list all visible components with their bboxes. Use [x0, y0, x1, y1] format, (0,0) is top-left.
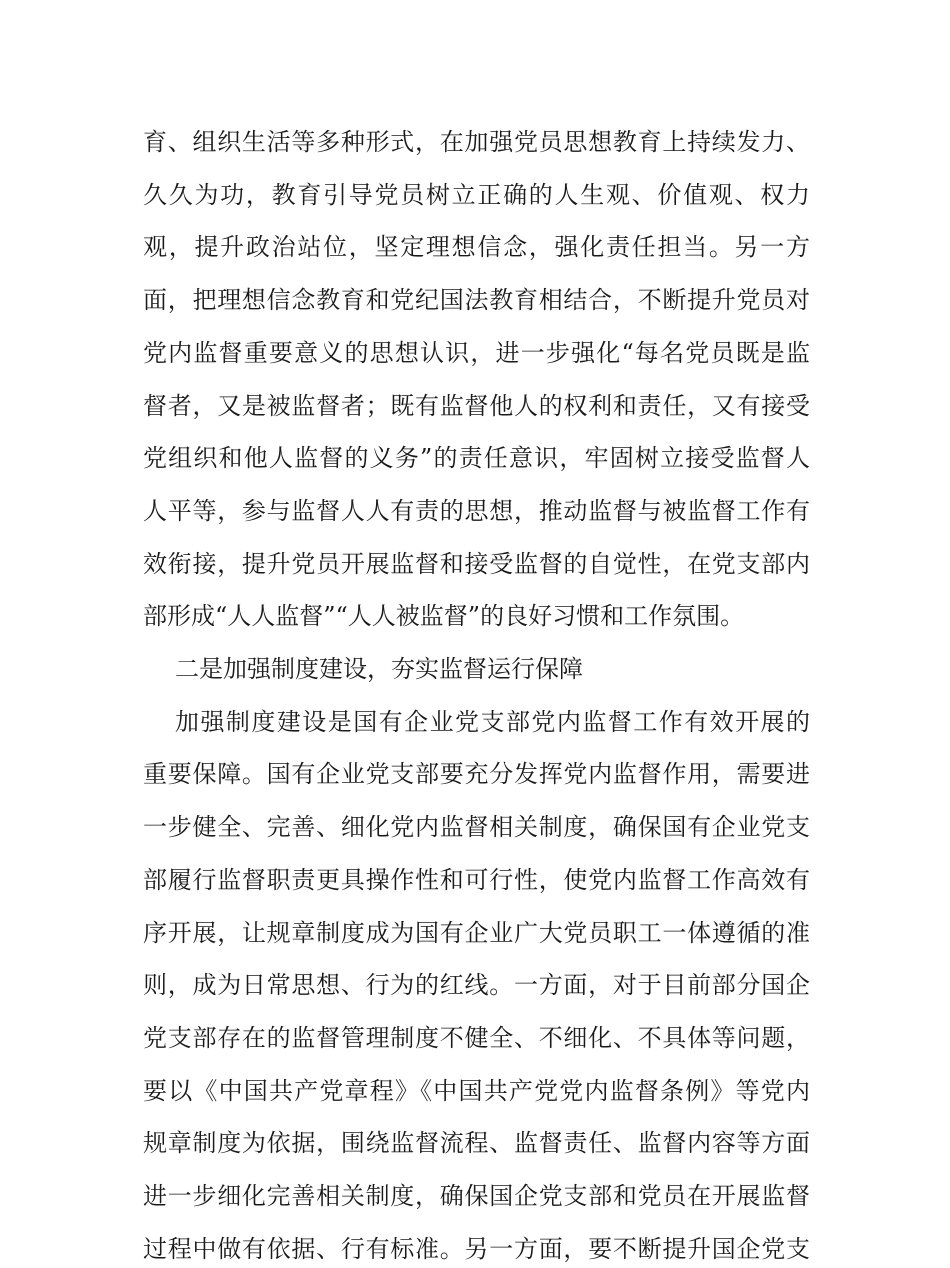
paragraph-line: 督者，又是被监督者；既有监督他人的权利和责任，又有接受	[143, 392, 810, 420]
paragraph-line: 序开展，让规章制度成为国有企业广大党员职工一体遵循的准	[143, 919, 810, 947]
paragraph-line: 部履行监督职责更具操作性和可行性，使党内监督工作高效有	[143, 866, 810, 894]
paragraph-line: 进一步细化完善相关制度，确保国企党支部和党员在开展监督	[143, 1182, 810, 1210]
paragraph-line: 育、组织生活等多种形式，在加强党员思想教育上持续发力、	[143, 128, 810, 156]
paragraph-line: 要以《中国共产党章程》《中国共产党党内监督条例》等党内	[143, 1077, 810, 1105]
paragraph-line: 党组织和他人监督的义务”的责任意识，牢固树立接受监督人	[143, 444, 810, 472]
paragraph-line: 面，把理想信念教育和党纪国法教育相结合，不断提升党员对	[143, 286, 810, 314]
paragraph-line: 过程中做有依据、行有标准。另一方面，要不断提升国企党支	[143, 1235, 810, 1263]
paragraph-line: 则，成为日常思想、行为的红线。一方面，对于目前部分国企	[143, 971, 810, 999]
paragraph-line: 部形成“人人监督”“人人被监督”的良好习惯和工作氛围。	[143, 602, 745, 630]
paragraph-line: 久久为功，教育引导党员树立正确的人生观、价值观、权力	[143, 181, 810, 209]
paragraph-line: 人平等，参与监督人人有责的思想，推动监督与被监督工作有	[143, 497, 810, 525]
paragraph-line: 党支部存在的监督管理制度不健全、不细化、不具体等问题，	[143, 1024, 810, 1052]
paragraph-line: 观，提升政治站位，坚定理想信念，强化责任担当。另一方	[143, 233, 810, 261]
paragraph-line: 一步健全、完善、细化党内监督相关制度，确保国有企业党支	[143, 813, 810, 841]
paragraph-line: 规章制度为依据，围绕监督流程、监督责任、监督内容等方面	[143, 1129, 810, 1157]
paragraph-line: 党内监督重要意义的思想认识，进一步强化“每名党员既是监	[143, 339, 810, 367]
section-heading: 二是加强制度建设，夯实监督运行保障	[175, 655, 583, 683]
paragraph-line: 加强制度建设是国有企业党支部党内监督工作有效开展的	[175, 708, 810, 736]
paragraph-line: 效衔接，提升党员开展监督和接受监督的自觉性，在党支部内	[143, 550, 810, 578]
paragraph-line: 重要保障。国有企业党支部要充分发挥党内监督作用，需要进	[143, 760, 810, 788]
